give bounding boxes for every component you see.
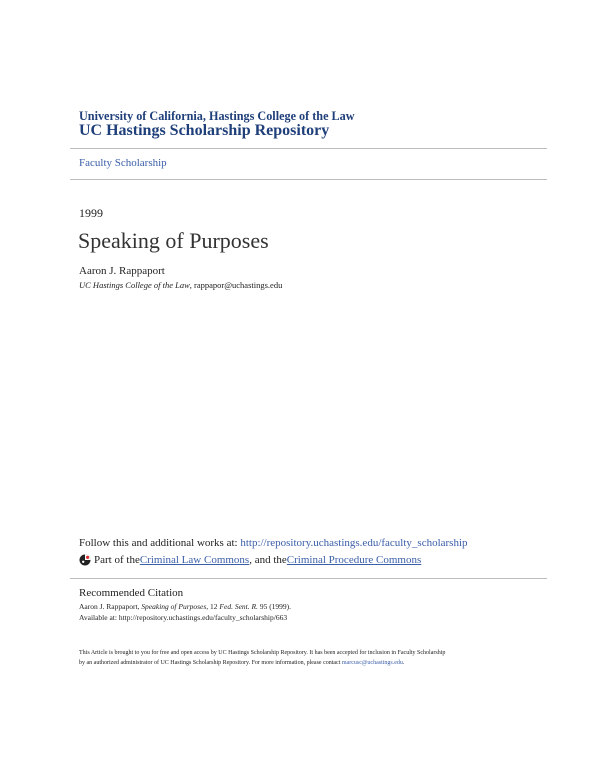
contact-email-link[interactable]: marcusc@uchastings.edu [341, 660, 403, 666]
criminal-procedure-commons-link[interactable]: Criminal Procedure Commons [286, 554, 422, 566]
article-title: Speaking of Purposes [78, 228, 269, 253]
citation-text [79, 602, 291, 611]
university-name: University of California, Hastings College of the Law [79, 109, 355, 123]
access-notice-text: by an authorized administrator of UC Hastings Scholarship Repository. For more information, please contact [79, 660, 342, 666]
author-name: Aaron J. Rappaport [79, 265, 165, 277]
affiliation-institution: UC Hastings College of the Law [79, 280, 190, 290]
citation-title: Speaking of Purposes [141, 602, 207, 611]
affiliation-separator: , [189, 280, 194, 290]
publication-year: 1999 [79, 206, 103, 220]
citation-journal: Fed. Sent. R. [219, 602, 258, 611]
criminal-law-commons-link[interactable]: Criminal Law Commons [139, 554, 250, 566]
faculty-scholarship-link[interactable]: http://repository.uchastings.edu/faculty_scholarship [240, 537, 468, 549]
follow-line [79, 537, 468, 549]
part-of-line [79, 554, 421, 566]
part-of-join: , and the [249, 554, 287, 566]
part-of-prefix: Part of the [94, 554, 140, 566]
follow-prefix: Follow this and additional works at: [79, 537, 241, 549]
header-rule-top [70, 148, 547, 149]
series-link[interactable]: Faculty Scholarship [79, 157, 167, 169]
citation-author: Aaron J. Rappaport, [79, 602, 142, 611]
repository-name[interactable]: UC Hastings Scholarship Repository [79, 122, 330, 139]
recommended-citation-heading: Recommended Citation [79, 587, 184, 599]
access-notice-line-1: This Article is brought to you for free and open access by UC Hastings Scholarship Repository. It has been accepted for inclusion in Faculty Scholarship [79, 650, 446, 656]
affiliation-email: rappapor@uchastings.edu [194, 280, 283, 290]
access-notice-period: . [402, 660, 405, 666]
citation-middle: , 12 [206, 602, 220, 611]
citation-rule [70, 578, 547, 579]
access-notice-line-2 [79, 660, 404, 666]
author-affiliation [79, 280, 282, 290]
header-rule-bottom [70, 179, 547, 180]
citation-tail: 95 (1999). [257, 602, 292, 611]
citation-available: Available at: http://repository.uchastings.edu/faculty_scholarship/663 [79, 613, 288, 622]
bepress-logo-icon [79, 554, 91, 566]
